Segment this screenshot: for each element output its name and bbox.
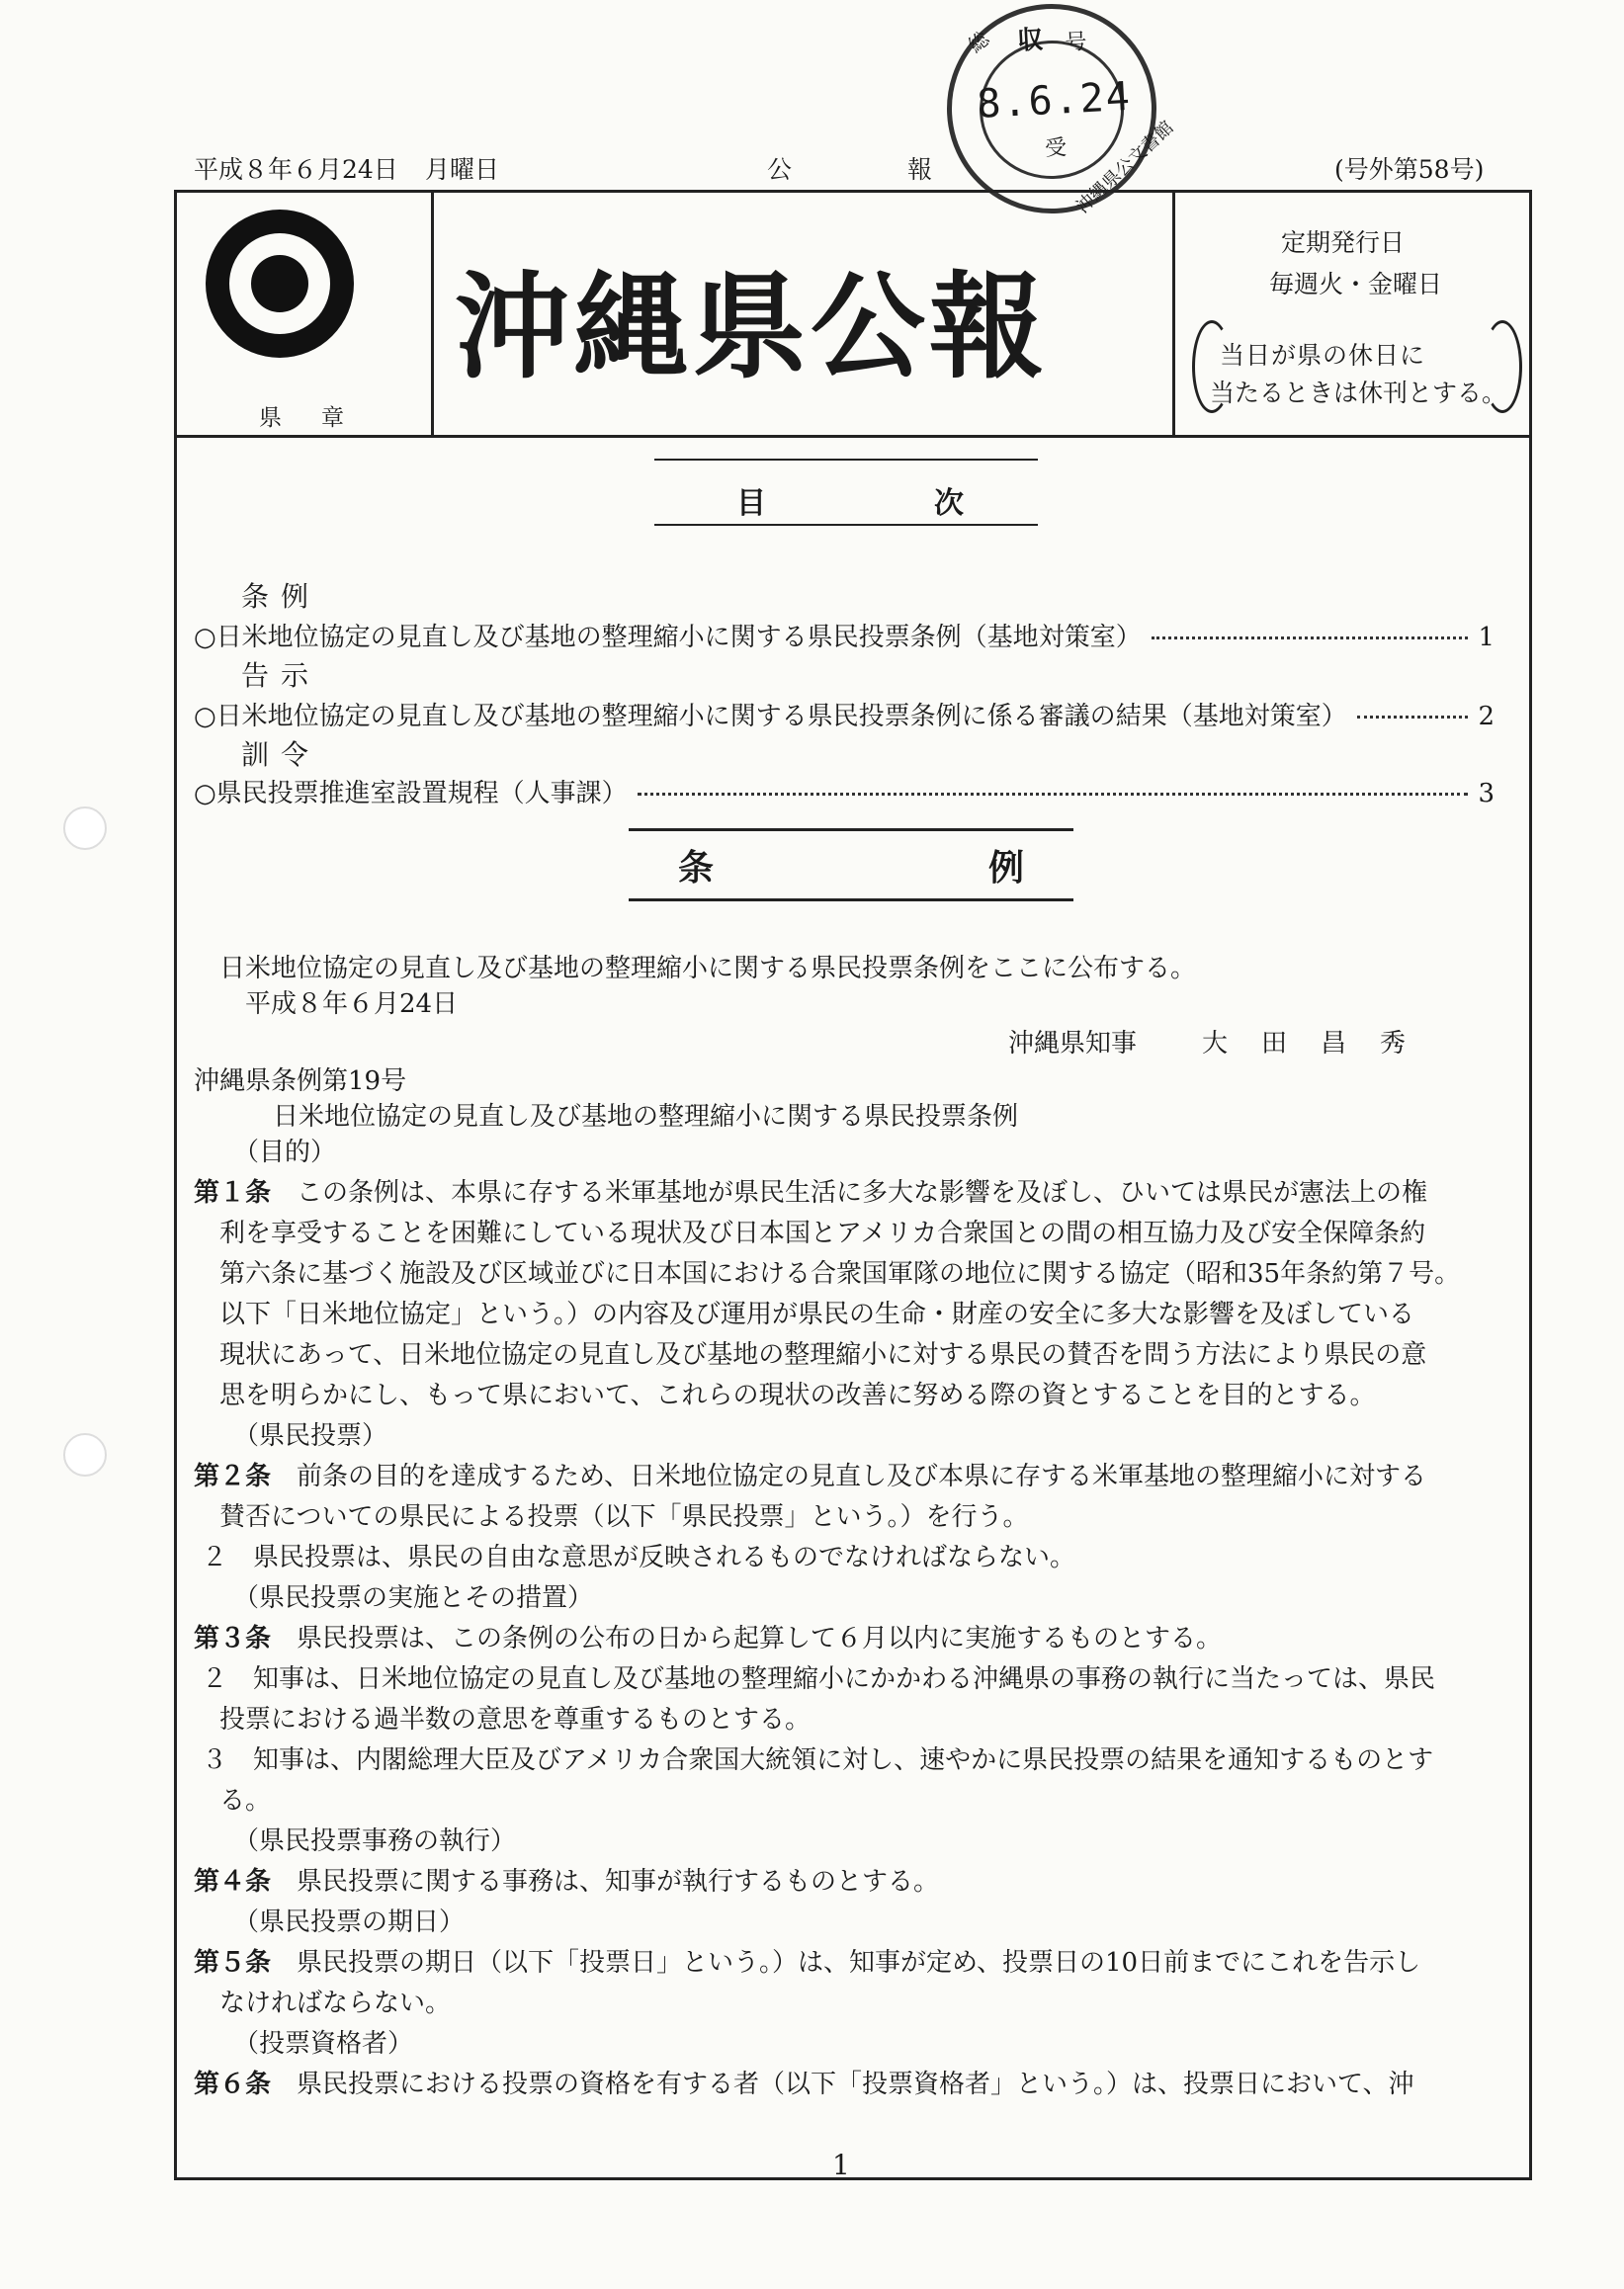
- toc-leader: [1357, 716, 1469, 719]
- article-text: 思を明らかにし、もって県において、これらの現状の改善に努める際の資とすることを目的とする。: [219, 1381, 1376, 1410]
- toc-rule: [654, 459, 1038, 461]
- ordinance-number: 沖縄県条例第19号: [194, 1066, 407, 1096]
- article-label: 第４条: [194, 1867, 272, 1897]
- toc-entry[interactable]: [194, 617, 1495, 653]
- toc-page: 1: [1478, 623, 1495, 652]
- section-band: [629, 828, 1073, 901]
- article-label: 第６条: [194, 2070, 272, 2099]
- governor-title: 沖縄県知事: [1008, 1029, 1138, 1059]
- header-name-right: 報: [907, 155, 933, 184]
- stamp-text: 収: [1016, 25, 1045, 56]
- article-label: 第３条: [194, 1624, 272, 1653]
- toc-entry-text: ○日米地位協定の見直し及び基地の整理縮小に関する県民投票条例（基地対策室）: [194, 623, 1142, 652]
- article-text: この条例は、本県に存する米軍基地が県民生活に多大な影響を及ぼし、ひいては県民が憲法上の権: [297, 1178, 1428, 1208]
- toc-leader: [1152, 636, 1469, 639]
- article-text: 以下「日米地位協定」という。）の内容及び運用が県民の生命・財産の安全に多大な影響を及ぼしている: [219, 1300, 1415, 1329]
- holiday-note: 当たるときは休刊とする。: [1210, 379, 1507, 407]
- article-text: 投票における過半数の意思を尊重するものとする。: [219, 1705, 812, 1735]
- governor-name: 大 田 昌 秀: [1202, 1029, 1410, 1059]
- section-band-char: 条: [678, 846, 715, 889]
- article-label: 第２条: [194, 1462, 272, 1491]
- article-text: 第六条に基づく施設及び区域並びに日本国における合衆国軍隊の地位に関する協定（昭和35年条約第７号。: [219, 1259, 1461, 1289]
- article-text: 県民投票に関する事務は、知事が執行するものとする。: [297, 1867, 940, 1897]
- stamp-archive: 沖縄県公文書館: [1071, 117, 1178, 217]
- article-heading: （投票資格者）: [233, 2029, 414, 2059]
- article-text: ３ 知事は、内閣総理大臣及びアメリカ合衆国大統領に対し、速やかに県民投票の結果を通知するものとす: [202, 1745, 1434, 1775]
- ordinance-title: 日米地位協定の見直し及び基地の整理縮小に関する県民投票条例: [273, 1102, 1019, 1132]
- article-heading: （県民投票）: [233, 1421, 388, 1451]
- article-heading: （県民投票の実施とその措置）: [233, 1583, 594, 1613]
- article-line: [194, 1862, 1498, 1903]
- promulgation-text: 日米地位協定の見直し及び基地の整理縮小に関する県民投票条例をここに公布する。: [219, 954, 1197, 983]
- section-band-char: 例: [987, 846, 1024, 889]
- masthead-divider: [1172, 190, 1175, 435]
- article-line: [194, 1943, 1498, 1984]
- masthead-divider: [431, 190, 434, 435]
- article-line: [194, 1173, 1498, 1214]
- article-text: 県民投票の期日（以下「投票日」という。）は、知事が定め、投票日の10日前までにこれを告示し: [297, 1948, 1421, 1978]
- toc-page: 2: [1478, 702, 1495, 731]
- stamp-text: 総: [963, 26, 994, 58]
- article-text: 県民投票は、この条例の公布の日から起算して６月以内に実施するものとする。: [297, 1624, 1223, 1653]
- toc-title: [652, 478, 1048, 522]
- article-text: 利を享受することを困難にしている現状及び日本国とアメリカ合衆国との間の相互協力及び安全保障条約: [219, 1219, 1426, 1248]
- prefecture-emblem-icon: [206, 210, 354, 358]
- article-label: 第１条: [194, 1178, 272, 1208]
- toc-entry-text: ○県民投票推進室設置規程（人事課）: [194, 779, 628, 808]
- masthead-divider: [174, 435, 1532, 438]
- stamp-text: 号: [1064, 30, 1088, 56]
- schedule-label: 定期発行日: [1281, 228, 1406, 257]
- article-text: る。: [219, 1786, 272, 1816]
- article-line: [194, 1457, 1498, 1497]
- toc-page: 3: [1478, 779, 1495, 808]
- issue-number: (号外第58号): [1334, 155, 1485, 184]
- stamp-text: 受: [1044, 135, 1068, 162]
- issue-date: 平成８年６月24日: [194, 155, 398, 184]
- article-heading: （目的）: [233, 1138, 337, 1167]
- page-number: 1: [832, 2149, 850, 2181]
- toc-title-char: 次: [934, 486, 964, 521]
- article-text: 前条の目的を達成するため、日米地位協定の見直し及び本県に存する米軍基地の整理縮小に対する: [297, 1462, 1426, 1491]
- gazette-title: 沖縄県公報: [455, 261, 1048, 394]
- ordinance-body: [194, 1133, 1498, 2105]
- schedule-days: 毎週火・金曜日: [1269, 270, 1443, 298]
- toc-leader: [638, 793, 1469, 796]
- holiday-note: 当日が県の休日に: [1220, 341, 1426, 370]
- toc-section-heading: 告示: [241, 659, 321, 692]
- receipt-stamp: [942, 0, 1178, 218]
- toc-rule: [654, 524, 1038, 526]
- article-label: 第５条: [194, 1948, 272, 1978]
- article-heading: （県民投票事務の執行）: [233, 1826, 517, 1856]
- article-line: [194, 1619, 1498, 1659]
- article-text: 賛否についての県民による投票（以下「県民投票」という。）を行う。: [219, 1502, 1029, 1532]
- article-heading: （県民投票の期日）: [233, 1908, 466, 1937]
- emblem-label: 県章: [259, 405, 384, 431]
- promulgation-date: 平成８年６月24日: [245, 989, 459, 1019]
- toc-entry[interactable]: [194, 696, 1495, 732]
- article-line: [194, 2065, 1498, 2105]
- article-text: ２ 県民投票は、県民の自由な意思が反映されるものでなければならない。: [202, 1543, 1076, 1572]
- header-name-left: 公: [767, 155, 793, 184]
- binder-hole: [63, 1433, 107, 1477]
- stamp-date: 8.6.24: [976, 73, 1133, 127]
- article-text: なければならない。: [219, 1989, 452, 2018]
- emblem-dot: [251, 255, 308, 312]
- article-text: 現状にあって、日米地位協定の見直し及び基地の整理縮小に対する県民の賛否を問う方法により県民の意: [219, 1340, 1427, 1370]
- article-text: ２ 知事は、日米地位協定の見直し及び基地の整理縮小にかかわる沖縄県の事務の執行に当たっては、県民: [202, 1664, 1436, 1694]
- toc-title-char: 目: [736, 486, 766, 521]
- issue-weekday: 月曜日: [425, 155, 500, 184]
- toc-section-heading: 訓令: [241, 738, 321, 771]
- toc-entry-text: ○日米地位協定の見直し及び基地の整理縮小に関する県民投票条例に係る審議の結果（基地対策室）: [194, 702, 1347, 731]
- article-text: 県民投票における投票の資格を有する者（以下「投票資格者」という。）は、投票日において、沖: [297, 2070, 1414, 2099]
- binder-hole: [63, 806, 107, 850]
- toc-section-heading: 条例: [241, 580, 321, 613]
- toc-entry[interactable]: [194, 773, 1495, 809]
